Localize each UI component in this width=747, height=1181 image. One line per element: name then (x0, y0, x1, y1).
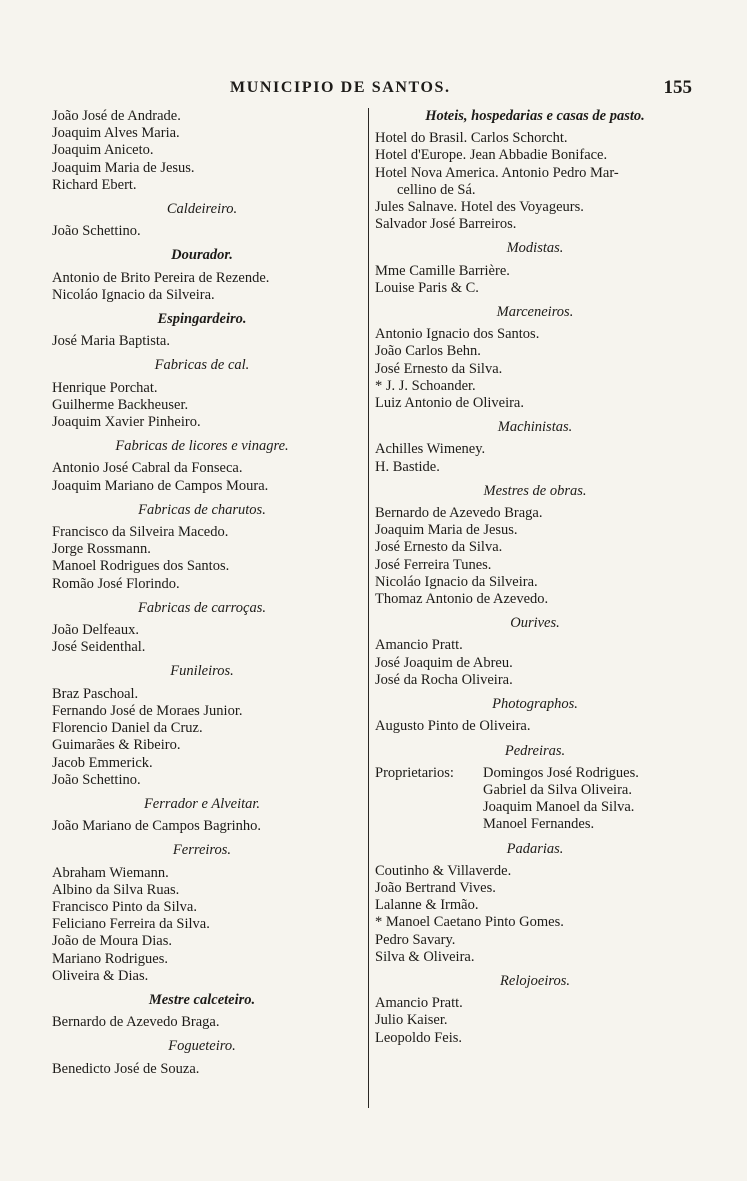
directory-section (375, 419, 695, 476)
directory-entry: Mme Camille Barrière. (375, 262, 510, 279)
section-heading: Relojoeiros. (500, 972, 570, 989)
directory-entry: * J. J. Schoander. (375, 377, 476, 394)
directory-entry: Fernando José de Moraes Junior. (52, 702, 243, 719)
directory-entry: Silva & Oliveira. (375, 948, 475, 965)
directory-entry: Joaquim Manoel da Silva. (483, 799, 635, 816)
directory-entry: Joaquim Alves Maria. (52, 125, 180, 142)
directory-entry: Mariano Rodrigues. (52, 950, 168, 967)
directory-entry: Nicoláo Ignacio da Silveira. (375, 573, 538, 590)
directory-section (375, 483, 695, 608)
directory-entry: Richard Ebert. (52, 176, 137, 193)
directory-entry: Leopoldo Feis. (375, 1029, 462, 1046)
section-heading: Fabricas de carroças. (138, 599, 266, 616)
directory-section (52, 600, 352, 657)
directory-entry: Francisco Pinto da Silva. (52, 898, 197, 915)
directory-entry: José Seidenthal. (52, 639, 146, 656)
directory-entry: Henrique Porchat. (52, 379, 158, 396)
directory-entry: Augusto Pinto de Oliveira. (375, 718, 531, 735)
section-heading: Mestres de obras. (483, 482, 587, 499)
directory-entry: Joaquim Mariano de Campos Moura. (52, 477, 269, 494)
section-heading: Funileiros. (170, 663, 234, 680)
section-heading: Fabricas de charutos. (138, 501, 266, 518)
directory-entry: Florencio Daniel da Cruz. (52, 720, 203, 737)
directory-entry: Joaquim Maria de Jesus. (52, 159, 195, 176)
section-heading: Espingardeiro. (157, 311, 247, 328)
directory-entry: Antonio Ignacio dos Santos. (375, 326, 540, 343)
directory-entry: Jorge Rossmann. (52, 541, 151, 558)
section-heading: Caldeireiro. (166, 201, 238, 218)
right-column (375, 108, 695, 1047)
directory-entry: Jules Salnave. Hotel des Voyageurs. (375, 199, 584, 216)
directory-entry: Braz Paschoal. (52, 685, 139, 702)
directory-entry: Lalanne & Irmão. (375, 897, 479, 914)
directory-entry: Bernardo de Azevedo Braga. (375, 505, 543, 522)
directory-entry: Manoel Fernandes. (483, 816, 595, 833)
directory-section (52, 1038, 352, 1077)
page-title: MUNICIPIO DE SANTOS. (230, 79, 451, 96)
directory-entry: José Joaquim de Abreu. (375, 654, 513, 671)
section-heading: Ferrador e Alveitar. (143, 795, 261, 812)
proprietarios-list (483, 765, 639, 834)
directory-entry: José Ernesto da Silva. (375, 539, 503, 556)
directory-entry: João Schettino. (52, 223, 141, 240)
directory-entry: José Ferreira Tunes. (375, 556, 492, 573)
section-heading: Dourador. (171, 247, 233, 264)
directory-entry: Achilles Wimeney. (375, 441, 486, 458)
directory-entry: João José de Andrade. (52, 108, 181, 124)
directory-entry: Antonio José Cabral da Fonseca. (52, 460, 243, 477)
directory-entry: Hotel d'Europe. Jean Abbadie Boniface. (375, 147, 608, 164)
directory-section (375, 615, 695, 689)
directory-section (375, 108, 695, 233)
section-heading: Pedreiras. (504, 742, 566, 759)
section-heading: Fabricas de cal. (154, 357, 250, 374)
directory-entry: Hotel do Brasil. Carlos Schorcht. (375, 130, 568, 147)
directory-section (375, 304, 695, 412)
directory-section (375, 696, 695, 735)
directory-section (52, 663, 352, 788)
directory-entry: Joaquim Xavier Pinheiro. (52, 414, 201, 431)
left-column (52, 108, 352, 1078)
directory-entry: Louise Paris & C. (375, 279, 479, 296)
directory-entry: Bernardo de Azevedo Braga. (52, 1014, 220, 1031)
section-heading: Photographos. (492, 696, 578, 713)
directory-entry: João Schettino. (52, 771, 141, 788)
directory-entry: Pedro Savary. (375, 931, 456, 948)
directory-section (52, 438, 352, 495)
directory-entry: Benedicto José de Souza. (52, 1060, 200, 1077)
pedreiras-section (375, 743, 695, 834)
section-heading: Ourives. (510, 615, 560, 632)
column-divider (368, 108, 369, 1108)
directory-entry: Oliveira & Dias. (52, 967, 149, 984)
directory-entry: Salvador José Barreiros. (375, 216, 517, 233)
directory-entry: João Bertrand Vives. (375, 879, 496, 896)
directory-section (52, 842, 352, 985)
directory-entry: Manoel Rodrigues dos Santos. (52, 558, 230, 575)
directory-entry: Nicoláo Ignacio da Silveira. (52, 286, 215, 303)
directory-section (52, 796, 352, 835)
section-heading: Padarias. (506, 840, 564, 857)
directory-entry: Gabriel da Silva Oliveira. (483, 781, 632, 798)
directory-entry: José Maria Baptista. (52, 333, 170, 350)
directory-entry: Guimarães & Ribeiro. (52, 737, 181, 754)
directory-section (375, 973, 695, 1047)
directory-entry: Coutinho & Villaverde. (375, 862, 512, 879)
directory-entry: Domingos José Rodrigues. (483, 764, 639, 781)
directory-entry: Luiz Antonio de Oliveira. (375, 395, 524, 412)
directory-entry: José Ernesto da Silva. (375, 360, 503, 377)
directory-section (52, 247, 352, 304)
directory-entry: Joaquim Maria de Jesus. (375, 522, 518, 539)
directory-section (52, 357, 352, 431)
directory-entry: Jacob Emmerick. (52, 754, 153, 771)
directory-entry: João Mariano de Campos Bagrinho. (52, 818, 262, 835)
directory-entry: Thomaz Antonio de Azevedo. (375, 591, 549, 608)
section-heading: Mestre calceteiro. (148, 991, 256, 1008)
directory-entry: Romão José Florindo. (52, 575, 180, 592)
directory-entry: José da Rocha Oliveira. (375, 671, 513, 688)
section-heading: Marceneiros. (496, 304, 574, 321)
directory-section (375, 841, 695, 966)
directory-entry: cellino de Sá. (397, 181, 476, 198)
directory-entry: * Manoel Caetano Pinto Gomes. (375, 914, 564, 931)
directory-entry: H. Bastide. (375, 458, 440, 475)
directory-section (52, 992, 352, 1031)
directory-entry: Albino da Silva Ruas. (52, 881, 180, 898)
directory-entry: Antonio de Brito Pereira de Rezende. (52, 269, 270, 286)
directory-section (52, 311, 352, 350)
directory-entry: Francisco da Silveira Macedo. (52, 524, 229, 541)
directory-entry: Abraham Wiemann. (52, 864, 169, 881)
directory-entry: João Carlos Behn. (375, 343, 481, 360)
section-heading: Modistas. (506, 240, 564, 257)
directory-entry: Julio Kaiser. (375, 1012, 448, 1029)
proprietarios-row (375, 765, 695, 834)
section-heading: Machinistas. (497, 419, 573, 436)
directory-section (52, 502, 352, 593)
directory-entry: Hotel Nova America. Antonio Pedro Mar- (375, 164, 619, 181)
section-heading: Hoteis, hospedarias e casas de pasto. (425, 108, 645, 124)
directory-entry: Amancio Pratt. (375, 995, 463, 1012)
proprietarios-label: Proprietarios: (375, 764, 454, 781)
section-heading: Ferreiros. (172, 842, 232, 859)
directory-entry: Amancio Pratt. (375, 637, 463, 654)
directory-entry: Feliciano Ferreira da Silva. (52, 916, 210, 933)
section-heading: Fogueteiro. (168, 1038, 236, 1055)
section-heading: Fabricas de licores e vinagre. (115, 438, 289, 455)
directory-entry: João Delfeaux. (52, 622, 139, 639)
directory-section (52, 201, 352, 240)
directory-section (375, 240, 695, 297)
page-number: 155 (663, 77, 692, 98)
directory-entry: Guilherme Backheuser. (52, 396, 189, 413)
directory-entry: Joaquim Aniceto. (52, 142, 154, 159)
directory-entry: João de Moura Dias. (52, 933, 173, 950)
